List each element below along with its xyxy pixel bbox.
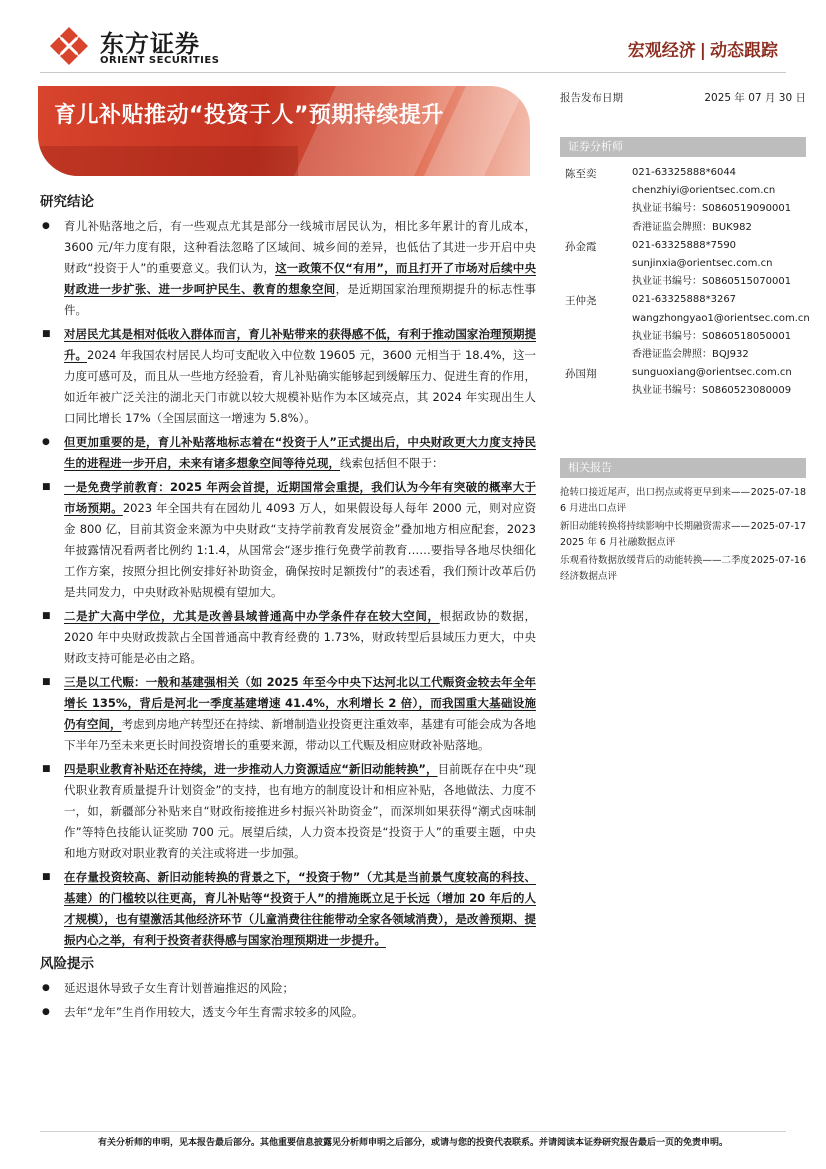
header-divider (40, 72, 786, 73)
analyst-email[interactable]: wangzhongyao1@orientsec.com.cn (632, 312, 810, 324)
analyst-name: 孙金霞 (565, 240, 597, 253)
analyst-entry (565, 293, 810, 366)
conclusion-paragraph (40, 606, 536, 669)
category-primary: 宏观经济 (627, 41, 696, 61)
analyst-entry (565, 166, 805, 239)
paragraph-text: 2023 年全国共有在园幼儿 4093 万人，如果假设每人每年 2000 元，则对应资金 800 亿，目前其资金来源为中央财政“支持学前教育发展资金”叠加地方相应配套，2023 年披露情况看两者比例约 1:1.4，从国常会“逐步推行免费学前教育……要指导各地尽快细化工作方案，按照分担比例安排好补助资金，确保按时足额拨付”的表述看，我们预计改革后仍是共同发力，中央财政补贴规模有望加大。 (64, 501, 537, 599)
key-point: 四是职业教育补贴还在持续，进一步推动人力资源适应“新旧动能转换”， (64, 762, 438, 776)
brand-name-cn: 东方证券 (100, 30, 200, 58)
analyst-entry (565, 366, 805, 402)
related-report-date: 2025-07-16 (750, 555, 806, 566)
related-report-date: 2025-07-17 (750, 521, 806, 532)
analyst-phone: 021-63325888*3267 (632, 294, 737, 306)
paragraph-text: 线索包括但不限于： (340, 456, 444, 470)
related-reports-list (560, 485, 806, 587)
conclusion-paragraph (40, 477, 536, 603)
risk-item: ● 延迟退休导致子女生育计划普遍推迟的风险； (40, 978, 536, 999)
analyst-name: 陈至奕 (565, 168, 597, 180)
analyst-license: 执业证书编号：S0860523080009 (632, 385, 792, 397)
related-reports-header: 相关报告 (560, 458, 806, 478)
category-separator: | (699, 41, 706, 61)
main-content (40, 192, 536, 1026)
paragraph-text: 考虑到房地产转型还在持续、新增制造业投资更注重效率，基建有可能会成为各地下半年乃至未来更长时间投资增长的重要来源，带动以工代赈及相应财政补贴落地。 (64, 717, 536, 752)
analyst-email[interactable]: sunguoxiang@orientsec.com.cn (632, 367, 792, 379)
report-date-value: 2025 年 07 月 30 日 (704, 92, 806, 104)
banner-decoration (38, 146, 298, 176)
report-date-label: 报告发布日期 (560, 92, 623, 104)
key-point: 但更加重要的是，育儿补贴落地标志着在“投资于人”正式提出后，中央财政更大力度支持民生的进程进一步开启，未来有诸多想象空间等待兑现， (64, 435, 536, 470)
conclusion-paragraph (40, 867, 536, 951)
conclusion-paragraph (40, 759, 536, 864)
risk-heading: 风险提示 (40, 956, 94, 972)
related-report-item[interactable] (560, 519, 806, 551)
analysts-list (565, 166, 810, 402)
related-report-item[interactable] (560, 485, 806, 517)
orient-logo-icon (48, 25, 90, 67)
analyst-phone: 021-63325888*7590 (632, 239, 737, 251)
key-point: 对居民尤其是相对低收入群体而言，育儿补贴带来的获得感不低，有利于推动国家治理预期提升。 (64, 327, 536, 362)
paragraph-text: 目前既存在中央“现代职业教育质量提升计划资金”的支持，也有地方的制度设计和相应补贴，各地做法、力度不一，如，新疆部分补贴来自“财政衔接推进乡村振兴补助资金”，而深圳如果获得“潮式卤味制作”等特色技能认证奖励 700 元。展望后续，人力资本投资是“投资于人”的重要主题，中央和地方财政对职业教育的关注或将进一步加强。 (64, 762, 536, 860)
key-point: 在存量投资较高、新旧动能转换的背景之下，“投资于物”（尤其是当前景气度较高的科技、基建）的门槛较以往更高，育儿补贴等“投资于人”的措施既立足于长远（增加 20 年后的人才规模），也有望激活其他经济环节（儿童消费往往能带动全家各领域消费），是改善预期、提振内心之举，有利于投资者获得感与国家治理预期进一步提升。 (64, 870, 536, 947)
title-banner (38, 86, 530, 176)
brand-name-en: ORIENT SECURITIES (100, 55, 220, 66)
paragraph-text: 根据政协的数据，2020 年中央财政拨款占全国普通高中教育经费的 1.73%，财政转型后县域压力更大，中央财政支持可能是必由之路。 (64, 609, 537, 665)
key-point: 二是扩大高中学位，尤其是改善县域普通高中办学条件存在较大空间， (64, 609, 440, 623)
key-point: 三是以工代赈：一般和基建强相关（如 2025 年至今中央下达河北以工代赈资金较去年全年增长 135%，背后是河北一季度基建增速 41.4%，水利增长 2 倍），而我国重大基础设施仍有空间， (64, 675, 536, 731)
report-category (628, 36, 778, 61)
key-point: 这一政策不仅“有用”，而且打开了市场对后续中央财政进一步扩张、进一步呵护民生、教育的想象空间 (64, 261, 536, 296)
analyst-phone: 021-63325888*6044 (632, 167, 737, 178)
paragraph-text: 2024 年我国农村居民人均可支配收入中位数 19605 元，3600 元相当于 18.4%，这一力度可感可及，而且从一些地方经验看，育儿补贴确实能够起到缓解压力、促进生育的作用，如近年被广泛关注的湖北天门市就以较大规模补贴作为本区域亮点，其 2024 年实现出生人口同比增长 17%（全国层面这一增速为 5.8%）。 (64, 348, 536, 425)
footer-divider (40, 1131, 786, 1132)
analyst-license: 执业证书编号：S0860515070001 (632, 276, 792, 288)
analyst-license: 执业证书编号：S0860519090001 (632, 203, 792, 215)
related-report-title[interactable]: 新旧动能转换将持续影响中长期融资需求——2025 年 6 月社融数据点评 (560, 521, 751, 548)
conclusion-paragraph (40, 672, 536, 756)
related-report-title[interactable]: 抢转口接近尾声，出口拐点或将更早到来——6 月进出口点评 (560, 487, 751, 514)
category-secondary: 动态跟踪 (710, 41, 778, 61)
key-point: 一是免费学前教育：2025 年两会首提，近期国常会重提，我们认为今年有突破的概率大于市场预期。 (64, 480, 536, 515)
analyst-name: 孙国翔 (565, 368, 597, 381)
related-report-item[interactable] (560, 553, 806, 585)
report-title: 育儿补贴推动“投资于人”预期持续提升 (54, 103, 444, 128)
paragraph-text: 育儿补贴落地之后，有一些观点尤其是部分一线城市居民认为，相比多年累计的育儿成本，3600 元/年力度有限，这种看法忽略了区域间、城乡间的差异，也低估了其进一步开启中央财政“投资于人”的重要意义。我们认为， (64, 219, 536, 275)
analyst-hk-license: 香港证监会牌照：BQJ932 (632, 348, 749, 360)
related-report-date: 2025-07-18 (750, 487, 806, 498)
brand-logo (48, 23, 248, 71)
related-report-title[interactable]: 乐观看待数据放缓背后的动能转换——二季度经济数据点评 (560, 555, 751, 582)
conclusion-paragraph (40, 432, 536, 474)
risk-item: ● 去年“龙年”生肖作用较大，透支今年生育需求较多的风险。 (40, 1002, 536, 1023)
footer-disclaimer: 有关分析师的申明，见本报告最后部分。其他重要信息披露见分析师申明之后部分，或请与您的投资代表联系。并请阅读本证券研究报告最后一页的免责申明。 (97, 1138, 728, 1148)
analysts-header: 证券分析师 (560, 137, 806, 157)
analyst-email[interactable]: sunjinxia@orientsec.com.cn (632, 257, 773, 269)
analyst-name: 王仲尧 (565, 295, 597, 308)
conclusion-paragraph (40, 324, 536, 429)
analyst-license: 执业证书编号：S0860518050001 (632, 330, 792, 342)
analyst-email[interactable]: chenzhiyi@orientsec.com.cn (632, 185, 776, 197)
analyst-entry (565, 239, 805, 294)
report-date (560, 90, 806, 108)
paragraph-text: ，是近期国家治理预期提升的标志性事件。 (64, 282, 536, 317)
analyst-hk-license: 香港证监会牌照：BUK982 (632, 221, 752, 233)
conclusion-paragraph (40, 216, 536, 321)
conclusion-heading: 研究结论 (40, 194, 94, 210)
